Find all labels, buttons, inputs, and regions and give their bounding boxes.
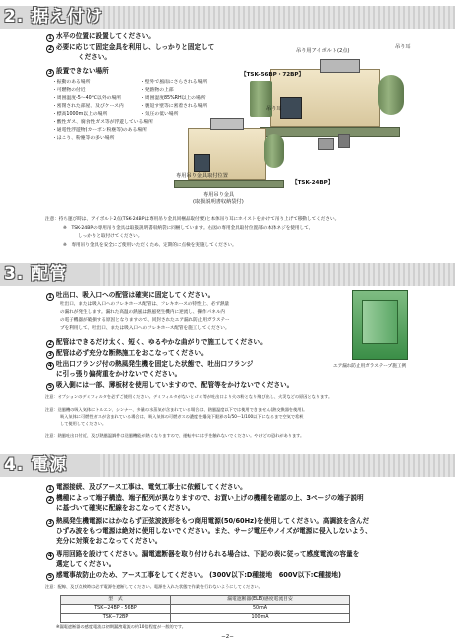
power-footnote: ※漏電遮断器の感度電流は初期漏洩電流の約10倍程度が一般的です。: [56, 624, 186, 629]
install-item-2: [46, 43, 214, 53]
table-cell: TSK−72BP: [61, 613, 171, 622]
circled-number: 1: [47, 485, 53, 492]
label-fixture: 専用吊り金具取付位置: [176, 173, 228, 179]
circled-number: 4: [47, 362, 53, 369]
table-cell: 100mA: [171, 613, 350, 622]
install-note-1: 注意：持ち運び時は、アイボルト2点(TSK-24BPは専用吊り金具同梱品取付要)と本体吊り耳にホイストをかけて吊り上げて移動してください。: [45, 217, 340, 222]
location-item: ・可燃物の付近: [52, 88, 86, 93]
label-hook-1: 吊り耳: [395, 44, 411, 50]
location-item: ・裏返す壁等に密着される場所: [140, 104, 208, 109]
location-item: ・気圧の低い場所: [140, 112, 179, 117]
location-item: ・発熱物の上部: [140, 88, 174, 93]
circled-number: 1: [47, 34, 53, 41]
install-item-text: 必要に応じて固定金具を利用し、しっかりと固定して: [56, 43, 215, 51]
circled-number: 3: [47, 69, 53, 76]
circled-number: 2: [47, 496, 53, 503]
power-item-text: 機種によって端子構造、端子配列が異なりますので、お買い上げの機種を確認の上、3ページの端子説明: [56, 494, 364, 502]
power-item-3-cont-1: ひずみ波をもつ電源は絶対に使用しないでください。また、サージ電圧やノイズが電源に侵入しないよう、: [56, 527, 372, 535]
piping-item-text: 吸入側には一部、薄板材を使用していますので、配管等をかけないでください。: [56, 381, 294, 389]
power-item-4: [46, 550, 359, 560]
location-item: ・壁外で風雨にさらされる場所: [140, 80, 208, 85]
power-note: 注意：配線、及び点検時は必ず電源を遮断してください。電源を入れた状態で作業を行わないようにしてください。: [45, 584, 263, 589]
piping-item-4: [46, 360, 253, 370]
page-number: −2−: [221, 634, 234, 640]
power-item-2: [46, 494, 364, 504]
label-model-top: 【TSK-56BP・72BP】: [241, 72, 305, 78]
header-pattern: [100, 6, 455, 29]
piping-note-1: 注意：オプションのデミフィルタを必ずご使用ください。デミフィルタがないとゴミ等が吐出口より火の粉となり飛び出し、火災などの原因となります。: [45, 394, 333, 399]
piping-note-2a: 注意：送風機の吸入気体にトルエン、シンナー、多量の水蒸気が含まれている場合は、熱風温度以下では使用できません(熱交換器を使用)。: [45, 407, 308, 412]
power-item-text: 専用回路を設けてください。漏電遮断器を取り付けられる場合は、下記の表に従って感度電流の容量を: [56, 550, 360, 558]
table-cell: 50mA: [171, 604, 350, 613]
power-item-5: [46, 571, 341, 581]
piping-note-2b: 吸入気体に可燃性ガスが含まれている場合は、吸入気体の可燃ガスの濃度を爆発下限界の1/50〜1/100以下になるまで空気で希釈: [60, 414, 304, 419]
install-item-1: [46, 32, 155, 42]
section-title: 4. 電源: [4, 455, 68, 475]
section-header-power: [0, 454, 455, 477]
piping-item-1: [46, 291, 214, 301]
piping-note-3: 注意：熱風吐出口付近、及び熱風温調件は送風機能が熱くなりますので、運転中には手を触れないでください。やけどの恐れがあります。: [45, 433, 305, 438]
power-item-3-cont-2: 充分に対策をおこなってください。: [56, 537, 162, 545]
machine-outlet: [378, 75, 404, 115]
motor-box: [210, 118, 244, 130]
install-note-3: しっかりと取付けてください。: [78, 234, 143, 239]
header-pattern: [100, 263, 455, 286]
install-item-text: 設置できない場所: [56, 67, 109, 75]
piping-note-2c: して使用してください。: [60, 421, 107, 426]
power-item-3: [46, 517, 369, 527]
piping-para-2: の漏れが発生します。漏れた高温の熱風は熱風発生機内に逆流し、操作パネル内: [60, 310, 226, 315]
piping-item-text: 配管は必ず充分な断熱施工をおこなってください。: [56, 349, 208, 357]
piping-para-3: の電子機器が破損する原因となりますので、同封されたエア漏れ防止用ガラステー: [60, 318, 230, 323]
power-item-4-cont: 選定してください。: [56, 560, 116, 568]
piping-item-3: [46, 349, 208, 359]
section-header-installation: [0, 6, 455, 29]
power-item-2-cont: に基づいて確実に配線をおこなってください。: [56, 504, 195, 512]
piping-para-4: プを利用して、吐出口、または吸入口へのフレキホース配管を施工してください。: [60, 326, 230, 331]
piping-item-5: [46, 381, 293, 391]
install-note-2: ※ TSK-24BPの専用吊り金具は取扱説明書収納袋に同梱しています。右図の専用金具取付位置部の本体ネジを使用して、: [63, 226, 314, 231]
header-pattern: [100, 454, 455, 477]
piping-item-2: [46, 338, 267, 348]
table-header-row: [61, 596, 350, 605]
elb-sensitivity-table: [60, 595, 350, 623]
power-item-1: [46, 483, 247, 493]
location-item: ・密閉された部屋、及びケース内: [52, 104, 124, 109]
location-item: ・周囲湿度85%RH以上の場所: [140, 96, 206, 101]
machine-outlet: [264, 134, 284, 168]
label-model-bottom: 【TSK-24BP】: [292, 180, 334, 186]
section-title: 2. 据え付け: [4, 7, 104, 27]
machine-base: [174, 180, 284, 188]
piping-item-text: 吐出口、吸入口への配管は確実に固定してください。: [56, 291, 215, 299]
install-item-3: [46, 67, 109, 77]
label-hanger-2: (取扱説明書収納袋付): [193, 199, 244, 205]
circled-number: 5: [47, 573, 53, 580]
location-item: ・酸性ガス、腐食性ガス等が浮遊している場所: [52, 120, 153, 125]
hanger-bracket-image: [318, 138, 334, 150]
hanger-bracket-image: [338, 134, 350, 148]
circled-number: 5: [47, 383, 53, 390]
power-item-text: 熱風発生機電源にはかならず正弦波波形をもつ商用電源(50/60Hz)を使用してください。高調波を含んだ: [56, 517, 370, 525]
locations-left-list: [52, 79, 153, 143]
power-item-text: 感電事故防止のため、アース工事をしてください。 (300V以下:D種接地 600V以下:C種接地): [56, 571, 342, 579]
location-item: ・周囲温度-5〜40℃以外の場所: [52, 96, 122, 101]
table-row: [61, 613, 350, 622]
install-item-2-cont: ください。: [78, 53, 111, 61]
tape-band: [362, 300, 398, 344]
location-item: ・通電性浮遊物(カーボン粉塵等)のある場所: [52, 128, 147, 133]
label-hanger-1: 専用吊り金具: [203, 192, 235, 198]
table-cell: TSK−24BP・56BP: [61, 604, 171, 613]
machine-illustration-small: [170, 110, 290, 200]
piping-para-1: 吐出口、または吸入口へのフレキホース配管は、フレキホースの特性上、必ず熱量: [60, 302, 230, 307]
location-item: ・振動のある場所: [52, 80, 91, 85]
label-eyebolt: 吊り用アイボルト(2点): [296, 48, 350, 54]
piping-item-text: 配管はできるだけ太く、短く、ゆるやかな曲がりで施工してください。: [56, 338, 267, 346]
motor-box: [320, 59, 360, 73]
control-panel: [194, 154, 210, 172]
table-header-cell: 型 式: [61, 596, 171, 605]
label-hook-2: 吊り耳: [266, 106, 282, 112]
table-row: [61, 604, 350, 613]
power-item-text: 電源接続、及びアース工事は、電気工事士に依頼してください。: [56, 483, 247, 491]
circled-number: 3: [47, 351, 53, 358]
table-header-cell: 漏電遮断器(ELB)感度電流目安: [171, 596, 350, 605]
circled-number: 2: [47, 45, 53, 52]
install-note-4: ※ 専用吊り金具を安全にご使用いただくため、定期的に点検を実施してください。: [63, 243, 237, 248]
circled-number: 3: [47, 519, 53, 526]
section-header-piping: [0, 263, 455, 286]
piping-item-4-cont: に引っ張り偏荷重をかけないでください。: [56, 370, 182, 378]
circled-number: 2: [47, 340, 53, 347]
tape-caption: エア漏れ防止用ガラステープ施工例: [333, 364, 407, 369]
piping-item-text: 吐出口フランジ付の熱風発生機を固定した状態で、吐出口フランジ: [56, 360, 254, 368]
location-item: ・ほこり、粉塵等の多い場所: [52, 136, 115, 141]
circled-number: 4: [47, 552, 53, 559]
install-item-text: 水平の位置に設置してください。: [56, 32, 155, 40]
location-item: ・標高1000m以上の場所: [52, 112, 108, 117]
section-title: 3. 配管: [4, 264, 68, 284]
circled-number: 1: [47, 293, 53, 300]
